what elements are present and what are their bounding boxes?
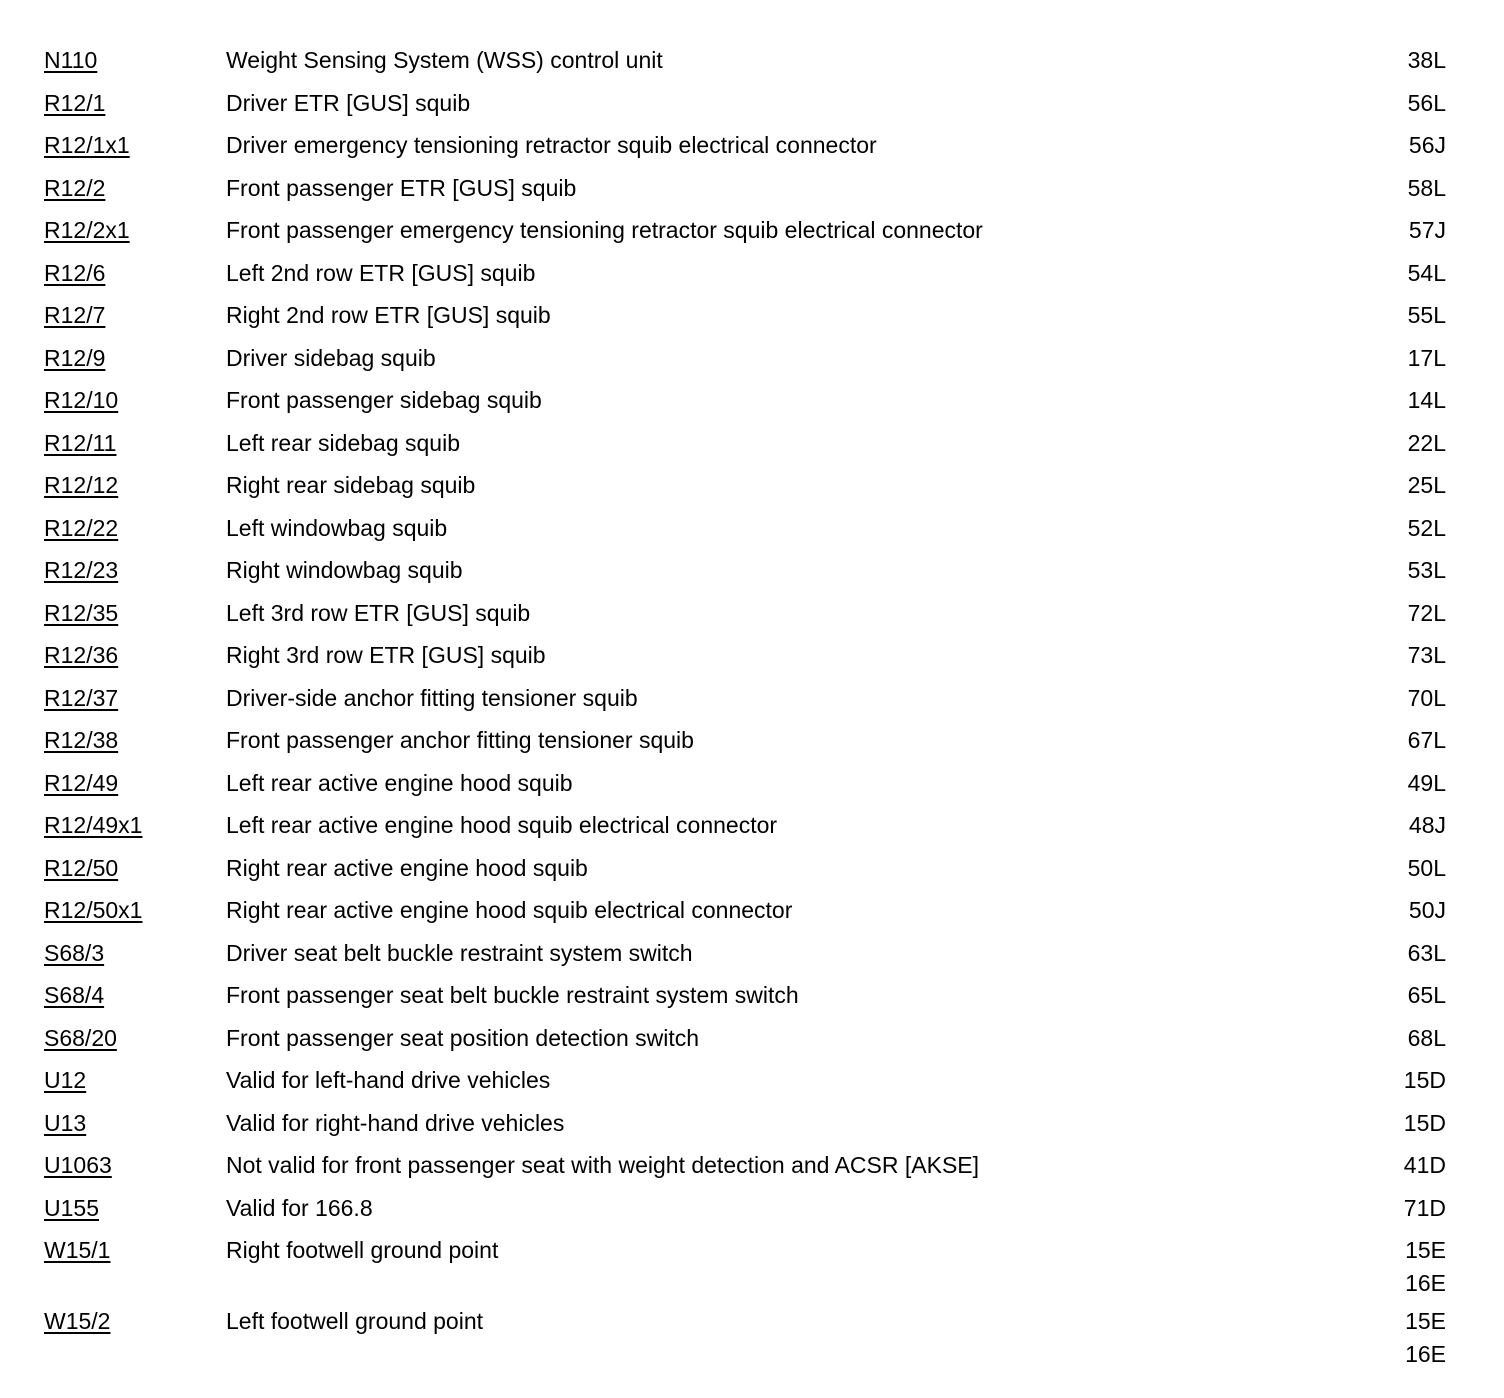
component-code-link[interactable]: R12/12 <box>44 472 119 498</box>
grid-location: 73L <box>1407 642 1446 668</box>
component-code-link[interactable]: R12/6 <box>44 259 106 286</box>
grid-location-list <box>1380 849 1446 882</box>
component-description: Driver seat belt buckle restraint system switch <box>226 939 693 966</box>
grid-location-list <box>1380 1019 1446 1052</box>
legend-row <box>0 169 1504 212</box>
component-description: Valid for 166.8 <box>226 1194 373 1221</box>
component-code-link[interactable]: U1063 <box>44 1152 112 1178</box>
grid-location-list <box>1380 41 1446 74</box>
grid-location-list <box>1380 509 1446 542</box>
grid-location-list <box>1380 339 1446 372</box>
grid-location: 56L <box>1407 89 1446 116</box>
grid-location: 38L <box>1407 47 1446 73</box>
grid-location-list <box>1380 764 1446 797</box>
grid-location-list <box>1380 1061 1446 1094</box>
grid-location-list <box>1380 254 1446 287</box>
grid-location: 52L <box>1407 514 1446 541</box>
component-description: Right 3rd row ETR [GUS] squib <box>226 642 546 668</box>
legend-row <box>0 126 1504 169</box>
grid-location-list <box>1380 721 1446 754</box>
legend-row <box>0 466 1504 509</box>
component-code-link[interactable]: R12/1x1 <box>44 132 130 158</box>
grid-location-list <box>1380 466 1446 499</box>
grid-location-list <box>1380 84 1446 117</box>
grid-location: 48J <box>1408 812 1446 838</box>
grid-location: 25L <box>1407 472 1446 498</box>
component-code-link[interactable]: R12/50 <box>44 854 119 881</box>
component-description: Valid for left-hand drive vehicles <box>226 1067 551 1093</box>
grid-location: 17L <box>1407 344 1446 371</box>
component-description: Left footwell ground point <box>226 1307 484 1334</box>
component-code-link[interactable]: S68/3 <box>44 939 105 966</box>
grid-location-list <box>1380 1189 1446 1222</box>
grid-location-list <box>1380 806 1446 839</box>
grid-location: 57J <box>1408 217 1446 243</box>
legend-row <box>0 764 1504 807</box>
legend-row <box>0 1061 1504 1104</box>
legend-row <box>0 211 1504 254</box>
component-description: Left 2nd row ETR [GUS] squib <box>226 259 536 286</box>
component-description: Driver-side anchor fitting tensioner squib <box>226 684 638 711</box>
component-description: Front passenger ETR [GUS] squib <box>226 174 577 201</box>
component-description: Right footwell ground point <box>226 1237 499 1263</box>
grid-location: 15E <box>1405 1237 1446 1263</box>
legend-row <box>0 806 1504 849</box>
legend-row <box>0 934 1504 977</box>
component-code-link[interactable]: R12/38 <box>44 727 119 753</box>
component-description: Right rear active engine hood squib <box>226 854 588 881</box>
component-code-link[interactable]: R12/2 <box>44 174 106 201</box>
grid-location: 22L <box>1407 429 1446 456</box>
grid-location: 63L <box>1407 939 1446 966</box>
grid-location: 15E <box>1405 1307 1446 1334</box>
grid-location-list <box>1380 1146 1446 1179</box>
component-description: Right rear active engine hood squib electrical connector <box>226 897 793 923</box>
grid-location: 58L <box>1407 174 1446 201</box>
grid-location-list <box>1380 976 1446 1009</box>
component-description: Front passenger seat belt buckle restraint system switch <box>226 982 799 1008</box>
grid-location: 41D <box>1403 1152 1446 1178</box>
component-code-link[interactable]: R12/50x1 <box>44 897 143 923</box>
grid-location: 49L <box>1407 769 1446 796</box>
component-code-link[interactable]: U13 <box>44 1109 87 1136</box>
component-code-link[interactable]: R12/49x1 <box>44 812 143 838</box>
grid-location-list <box>1380 891 1446 924</box>
grid-location: 55L <box>1407 302 1446 328</box>
grid-location: 15D <box>1403 1067 1446 1093</box>
grid-location: 65L <box>1407 982 1446 1008</box>
component-description: Weight Sensing System (WSS) control unit <box>226 47 663 73</box>
legend-row <box>0 1146 1504 1189</box>
grid-location: 50L <box>1407 854 1446 881</box>
component-description: Left 3rd row ETR [GUS] squib <box>226 599 531 626</box>
component-code-link[interactable]: S68/4 <box>44 982 105 1008</box>
grid-location-list <box>1380 636 1446 669</box>
legend-row <box>0 254 1504 297</box>
component-code-link[interactable]: R12/7 <box>44 302 106 328</box>
legend-row <box>0 1019 1504 1062</box>
component-code-link[interactable]: R12/9 <box>44 344 106 371</box>
grid-location: 16E <box>1405 1270 1446 1296</box>
component-code-link[interactable]: R12/49 <box>44 769 119 796</box>
component-code-link[interactable]: R12/2x1 <box>44 217 130 243</box>
component-description: Left windowbag squib <box>226 514 448 541</box>
component-description: Front passenger emergency tensioning retractor squib electrical connector <box>226 217 983 243</box>
legend-row <box>0 1231 1504 1302</box>
component-code-link[interactable]: W15/1 <box>44 1237 111 1263</box>
grid-location: 70L <box>1407 684 1446 711</box>
grid-location: 67L <box>1407 727 1446 753</box>
legend-row <box>0 849 1504 892</box>
grid-location-list <box>1380 679 1446 712</box>
grid-location-list <box>1380 169 1446 202</box>
grid-location-list <box>1380 1302 1446 1368</box>
component-code-link[interactable]: U155 <box>44 1194 99 1221</box>
grid-location: 71D <box>1403 1194 1446 1221</box>
component-description: Right rear sidebag squib <box>226 472 476 498</box>
grid-location: 68L <box>1407 1024 1446 1051</box>
legend-row <box>0 679 1504 722</box>
grid-location-list <box>1380 551 1446 584</box>
component-description: Valid for right-hand drive vehicles <box>226 1109 565 1136</box>
component-description: Left rear active engine hood squib electrical connector <box>226 812 778 838</box>
component-description: Left rear sidebag squib <box>226 429 460 456</box>
component-code-link[interactable]: R12/1 <box>44 89 106 116</box>
component-legend <box>0 41 1504 1372</box>
component-description: Driver sidebag squib <box>226 344 436 371</box>
component-code-link[interactable]: R12/11 <box>44 429 117 456</box>
component-code-link[interactable]: N110 <box>44 47 98 73</box>
legend-row <box>0 636 1504 679</box>
grid-location-list <box>1380 934 1446 967</box>
grid-location-list <box>1380 126 1446 159</box>
component-description: Driver emergency tensioning retractor squib electrical connector <box>226 132 877 158</box>
grid-location-list <box>1380 424 1446 457</box>
component-code-link[interactable]: W15/2 <box>44 1307 111 1334</box>
component-description: Front passenger anchor fitting tensioner squib <box>226 727 694 753</box>
grid-location-list <box>1380 1104 1446 1137</box>
grid-location-list <box>1380 211 1446 244</box>
legend-row <box>0 84 1504 127</box>
component-description: Front passenger seat position detection switch <box>226 1024 700 1051</box>
legend-row <box>0 1302 1504 1373</box>
grid-location-list <box>1380 381 1446 414</box>
grid-location: 72L <box>1407 599 1446 626</box>
component-description: Not valid for front passenger seat with weight detection and ACSR [AKSE] <box>226 1152 980 1178</box>
component-code-link[interactable]: S68/20 <box>44 1024 117 1051</box>
legend-row <box>0 1189 1504 1232</box>
grid-location: 56J <box>1408 132 1446 158</box>
component-code-link[interactable]: R12/35 <box>44 599 119 626</box>
component-description: Right 2nd row ETR [GUS] squib <box>226 302 551 328</box>
legend-row <box>0 594 1504 637</box>
grid-location: 15D <box>1403 1109 1446 1136</box>
legend-row <box>0 976 1504 1019</box>
component-code-link[interactable]: R12/23 <box>44 557 119 583</box>
component-description: Left rear active engine hood squib <box>226 769 573 796</box>
legend-row <box>0 41 1504 84</box>
legend-row <box>0 296 1504 339</box>
component-code-link[interactable]: R12/36 <box>44 642 119 668</box>
grid-location-list <box>1380 296 1446 329</box>
legend-row <box>0 551 1504 594</box>
component-code-link[interactable]: U12 <box>44 1067 87 1093</box>
grid-location: 50J <box>1408 897 1446 923</box>
grid-location: 14L <box>1407 387 1446 413</box>
grid-location-list <box>1380 1231 1446 1297</box>
component-code-link[interactable]: R12/22 <box>44 514 119 541</box>
component-description: Front passenger sidebag squib <box>226 387 542 413</box>
grid-location: 53L <box>1407 557 1446 583</box>
legend-row <box>0 381 1504 424</box>
legend-row <box>0 891 1504 934</box>
grid-location: 54L <box>1407 259 1446 286</box>
legend-row <box>0 1104 1504 1147</box>
component-description: Right windowbag squib <box>226 557 463 583</box>
grid-location: 16E <box>1405 1340 1446 1367</box>
legend-row <box>0 424 1504 467</box>
component-code-link[interactable]: R12/37 <box>44 684 119 711</box>
component-code-link[interactable]: R12/10 <box>44 387 119 413</box>
legend-row <box>0 721 1504 764</box>
component-description: Driver ETR [GUS] squib <box>226 89 471 116</box>
legend-row <box>0 509 1504 552</box>
legend-row <box>0 339 1504 382</box>
grid-location-list <box>1380 594 1446 627</box>
